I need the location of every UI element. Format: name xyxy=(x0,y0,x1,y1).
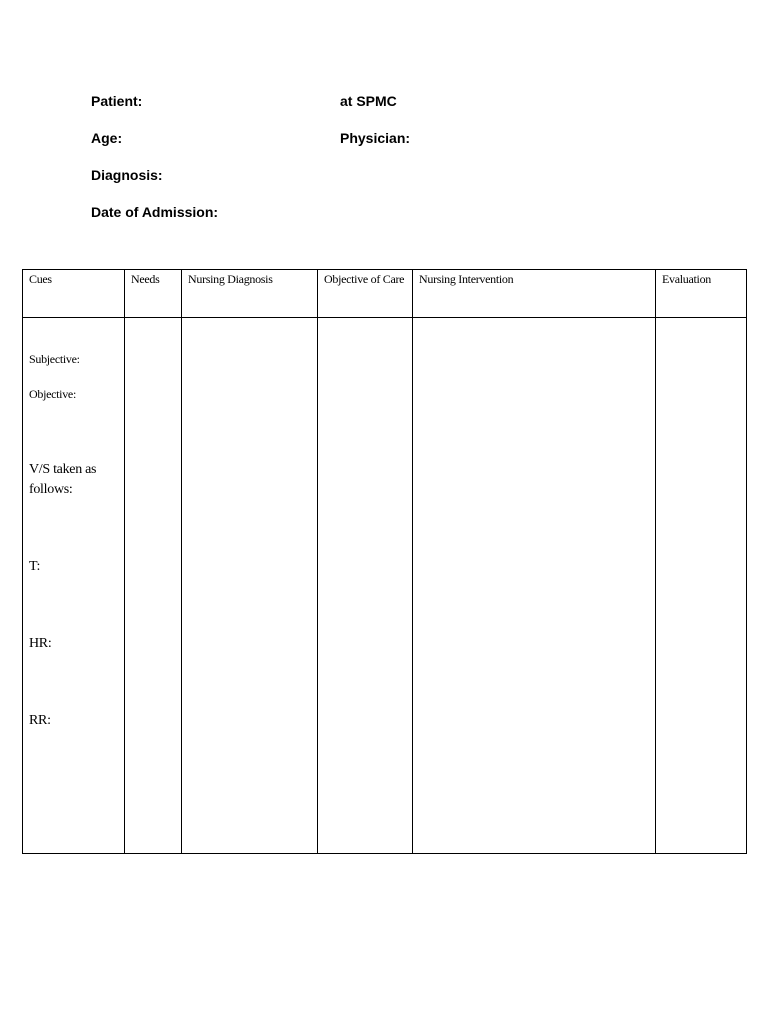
cues-cell xyxy=(23,318,125,854)
admission-date-label: Date of Admission: xyxy=(91,204,219,220)
objective-of-care-cell xyxy=(318,318,413,854)
nursing-diagnosis-cell xyxy=(182,318,318,854)
table-header-row xyxy=(23,270,747,318)
table-row xyxy=(23,318,747,854)
nursing-care-plan-table xyxy=(22,269,747,854)
evaluation-cell xyxy=(656,318,747,854)
heart-rate-label: HR: xyxy=(29,636,52,651)
patient-label: Patient: xyxy=(91,93,143,109)
subjective-label: Subjective: xyxy=(29,352,80,366)
nursing-intervention-cell xyxy=(413,318,656,854)
needs-cell xyxy=(125,318,182,854)
column-header-evaluation: Evaluation xyxy=(656,270,747,318)
diagnosis-label: Diagnosis: xyxy=(91,167,163,183)
hospital-label: at SPMC xyxy=(340,93,397,109)
physician-label: Physician: xyxy=(340,130,411,146)
temperature-label: T: xyxy=(29,559,41,574)
age-label: Age: xyxy=(91,130,123,146)
column-header-needs: Needs xyxy=(125,270,182,318)
column-header-nursing-intervention: Nursing Intervention xyxy=(413,270,656,318)
respiratory-rate-label: RR: xyxy=(29,713,51,728)
column-header-nursing-diagnosis: Nursing Diagnosis xyxy=(182,270,318,318)
objective-label: Objective: xyxy=(29,387,76,401)
vital-signs-label: V/S taken as follows: xyxy=(29,462,97,497)
column-header-cues: Cues xyxy=(23,270,125,318)
column-header-objective-of-care: Objective of Care xyxy=(318,270,413,318)
